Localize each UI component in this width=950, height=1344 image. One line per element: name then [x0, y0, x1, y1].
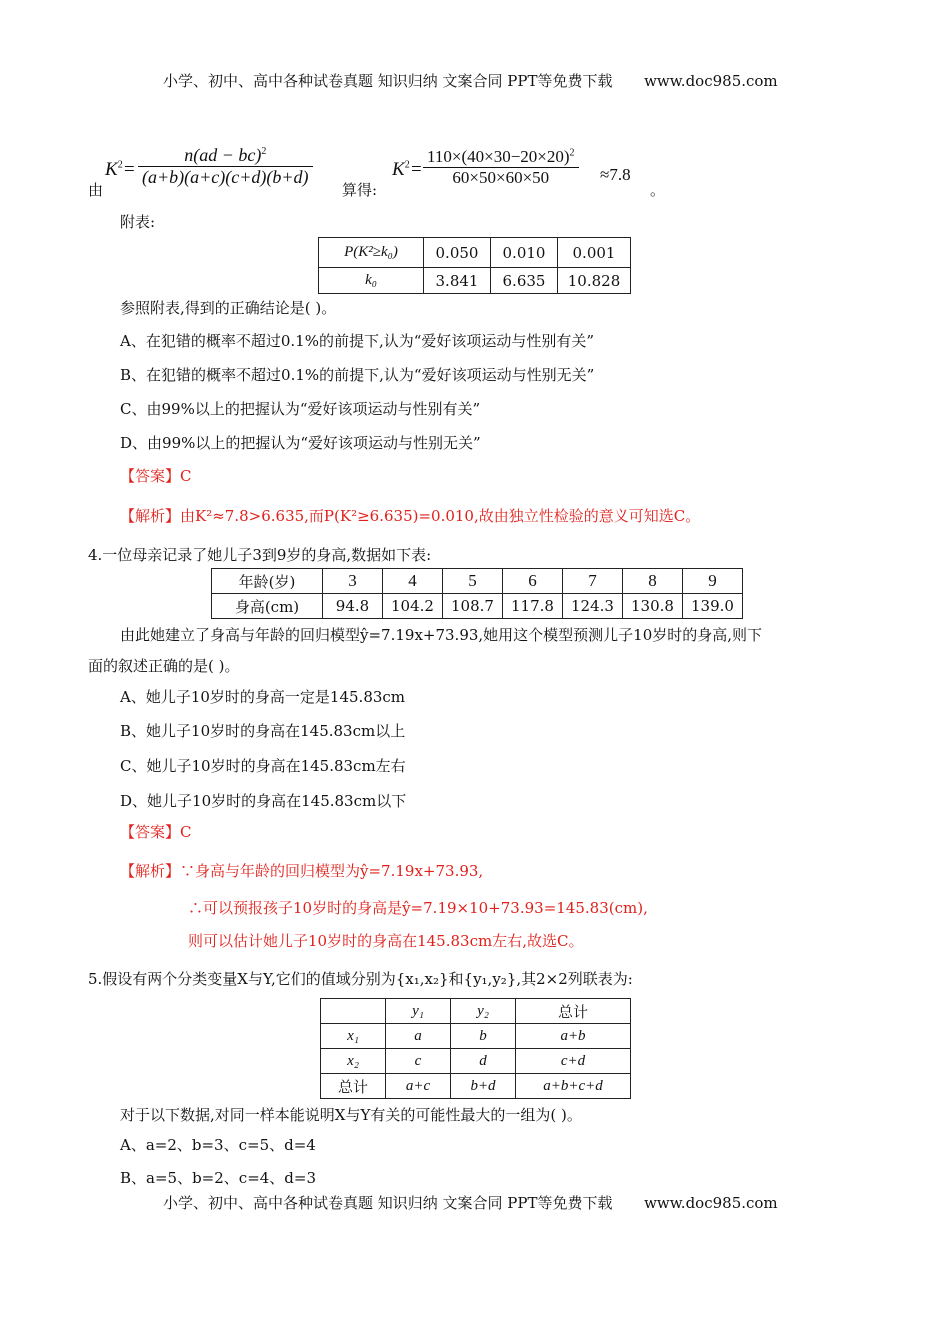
fraction-general: $\frac{n(ad - bc)^2}{(a+b)(a+c)(c+d)(b+d)}$: [138, 145, 313, 188]
table2-head: 年龄(岁): [212, 569, 323, 594]
appendix-label: 附表:: [120, 213, 156, 231]
page-footer: [163, 1192, 778, 1213]
q5-option-b: B、a=5、b=2、c=4、d=3: [120, 1169, 317, 1187]
table1-cell: 10.828: [558, 268, 631, 294]
age-cell: 4: [383, 569, 443, 594]
ct-cell: y₁: [386, 999, 451, 1024]
height-cell: 94.8: [323, 594, 383, 619]
q3-option-a: A、在犯错的概率不超过0.1%的前提下,认为“爱好该项运动与性别有关”: [120, 332, 595, 350]
header-text: 小学、初中、高中各种试卷真题 知识归纳 文案合同 PPT等免费下载: [163, 72, 613, 90]
ct-cell: a: [386, 1024, 451, 1049]
ct-cell: x₂: [321, 1049, 386, 1074]
ct-cell: b: [451, 1024, 516, 1049]
ct-cell: d: [451, 1049, 516, 1074]
age-cell: 6: [503, 569, 563, 594]
formula-calc: 算得:: [342, 181, 378, 199]
q4-option-c: C、她儿子10岁时的身高在145.83cm左右: [120, 757, 406, 775]
q4-prompt: 4.一位母亲记录了她儿子3到9岁的身高,数据如下表:: [88, 546, 432, 564]
table1-cell: k₀: [319, 268, 424, 294]
q4-analysis-3: 则可以估计她儿子10岁时的身高在145.83cm左右,故选C。: [188, 932, 584, 950]
q5-option-a: A、a=2、b=3、c=5、d=4: [120, 1136, 316, 1154]
table1-cell: 0.050: [424, 238, 491, 268]
formula-you: 由: [88, 181, 104, 199]
q3-answer: 【答案】C: [120, 467, 192, 485]
height-cell: 104.2: [383, 594, 443, 619]
q4-option-d: D、她儿子10岁时的身高在145.83cm以下: [120, 792, 407, 810]
ct-cell: a+c: [386, 1074, 451, 1099]
ct-cell: 总计: [321, 1074, 386, 1099]
ct-cell: c: [386, 1049, 451, 1074]
height-cell: 124.3: [563, 594, 623, 619]
q4-option-a: A、她儿子10岁时的身高一定是145.83cm: [120, 688, 406, 706]
q4-text-line2: 面的叙述正确的是( )。: [88, 657, 240, 675]
age-cell: 3: [323, 569, 383, 594]
ct-cell: 总计: [516, 999, 631, 1024]
q4-analysis-1: 【解析】∵身高与年龄的回归模型为ŷ=7.19x+73.93,: [120, 862, 484, 880]
fraction-computed: $\frac{110\times(40\times 30-20\times 20)^2}{60\times 50\times 60\times 50}$: [423, 147, 579, 188]
critical-value-table: [318, 237, 631, 294]
ct-cell: a+b: [516, 1024, 631, 1049]
table2-height-head: 身高(cm): [212, 594, 323, 619]
ct-cell: [321, 999, 386, 1024]
approx-value: ≈7.8: [600, 165, 631, 184]
age-cell: 8: [623, 569, 683, 594]
ct-cell: c+d: [516, 1049, 631, 1074]
table1-cell: 3.841: [424, 268, 491, 294]
age-cell: 7: [563, 569, 623, 594]
ct-cell: b+d: [451, 1074, 516, 1099]
footer-text: 小学、初中、高中各种试卷真题 知识归纳 文案合同 PPT等免费下载: [163, 1194, 613, 1212]
ct-cell: y₂: [451, 999, 516, 1024]
q4-option-b: B、她儿子10岁时的身高在145.83cm以上: [120, 722, 406, 740]
q3-option-b: B、在犯错的概率不超过0.1%的前提下,认为“爱好该项运动与性别无关”: [120, 366, 595, 384]
q4-text-line1: 由此她建立了身高与年龄的回归模型ŷ=7.19x+73.93,她用这个模型预测儿子10岁时的身高,则下: [120, 626, 763, 644]
table1-cell: 6.635: [491, 268, 558, 294]
q3-prompt: 参照附表,得到的正确结论是( )。: [120, 299, 337, 317]
age-height-table: [211, 568, 743, 619]
table1-cell: 0.010: [491, 238, 558, 268]
formula-end: 。: [650, 181, 666, 199]
table1-cell: P(K²≥k₀): [319, 238, 424, 268]
age-cell: 9: [683, 569, 743, 594]
height-cell: 117.8: [503, 594, 563, 619]
page-header: [163, 70, 778, 91]
height-cell: 130.8: [623, 594, 683, 619]
q3-analysis: 【解析】由K²≈7.8>6.635,而P(K²≥6.635)=0.010,故由独立性检验的意义可知选C。: [120, 507, 701, 525]
q3-option-d: D、由99%以上的把握认为“爱好该项运动与性别无关”: [120, 434, 481, 452]
q5-prompt: 5.假设有两个分类变量X与Y,它们的值域分别为{x₁,x₂}和{y₁,y₂},其2×2列联表为:: [88, 970, 633, 988]
q4-answer: 【答案】C: [120, 823, 192, 841]
q5-text: 对于以下数据,对同一样本能说明X与Y有关的可能性最大的一组为( )。: [120, 1106, 582, 1124]
k2-symbol: $K^2=$: [105, 159, 136, 180]
table1-cell: 0.001: [558, 238, 631, 268]
height-cell: 139.0: [683, 594, 743, 619]
k2-formula: [88, 145, 788, 200]
q3-option-c: C、由99%以上的把握认为“爱好该项运动与性别有关”: [120, 400, 481, 418]
header-url: www.doc985.com: [644, 72, 778, 90]
k2-symbol-2: $K^2=$: [392, 159, 423, 180]
height-cell: 108.7: [443, 594, 503, 619]
contingency-table: [320, 998, 631, 1099]
ct-cell: a+b+c+d: [516, 1074, 631, 1099]
ct-cell: x₁: [321, 1024, 386, 1049]
q4-analysis-2: ∴可以预报孩子10岁时的身高是ŷ=7.19×10+73.93=145.83(cm),: [188, 899, 648, 917]
age-cell: 5: [443, 569, 503, 594]
footer-url: www.doc985.com: [644, 1194, 778, 1212]
